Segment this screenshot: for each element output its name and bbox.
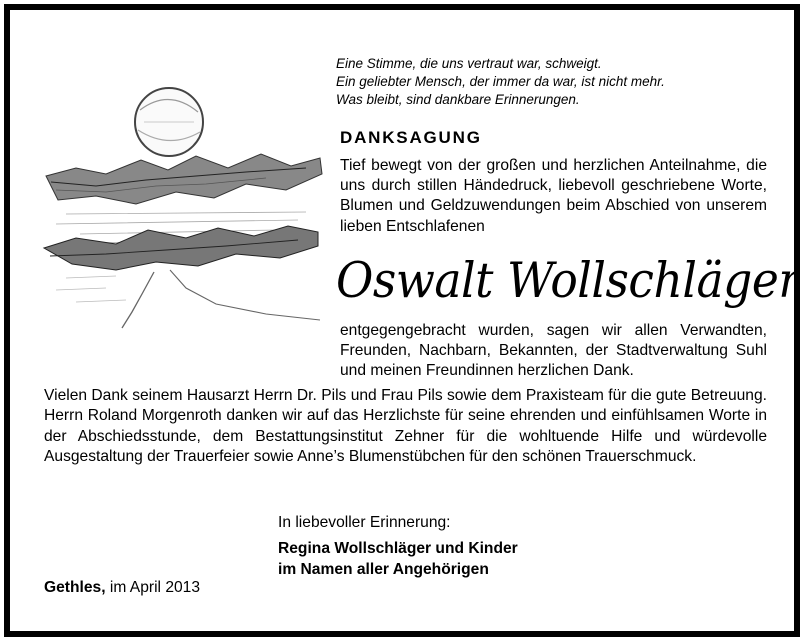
intro-text: Tief bewegt von der großen und herzlichen Anteilnahme, die uns durch stillen Händedruck, liebevoll geschriebene Worte, Blumen und Geldzuwendungen beim Abschied von unserem lieben Entschlafenen [340, 157, 767, 235]
signature-line: im Namen aller Angehörigen [278, 560, 489, 578]
obituary-notice [4, 4, 800, 637]
quote-line: Eine Stimme, die uns vertraut war, schweigt. [336, 56, 602, 71]
deceased-name: Oswalt Wollschläger [336, 252, 800, 309]
quote-line: Ein geliebter Mensch, der immer da war, ist nicht mehr. [336, 74, 665, 89]
quote-line: Was bleibt, sind dankbare Erinnerungen. [336, 92, 580, 107]
place-date [44, 578, 200, 598]
signature-block [278, 539, 518, 580]
notice-heading: DANKSAGUNG [340, 128, 482, 147]
signature-line: Regina Wollschläger und Kinder [278, 540, 518, 557]
date-text: im April 2013 [109, 579, 201, 596]
intro-paragraph [340, 156, 767, 237]
epigraph-quote [336, 55, 776, 109]
closing-line: In liebevoller Erinnerung: [278, 514, 451, 531]
place-name: Gethles, [44, 579, 106, 596]
moon-landscape-sketch-icon [36, 58, 326, 336]
body-paragraph: Vielen Dank seinem Hausarzt Herrn Dr. Pils und Frau Pils sowie dem Praxisteam für die gute Betreuung. Herrn Roland Morgenroth danken wir auf das Herzlichste für seine ehrenden und einfühlsamen Worte in der Abschiedsstunde, dem Bestattungsinstitut Zehner für die wohltuende Hilfe und würdevolle Ausgestaltung der Trauerfeier sowie Anne’s Blumenstübchen für den schönen Trauerschmuck. [44, 387, 767, 466]
thanks-paragraph: entgegengebracht wurden, sagen wir allen Verwandten, Freunden, Nachbarn, Bekannten, der Stadtverwaltung Suhl und meinen Freundinnen herzlichen Dank. [340, 322, 767, 380]
